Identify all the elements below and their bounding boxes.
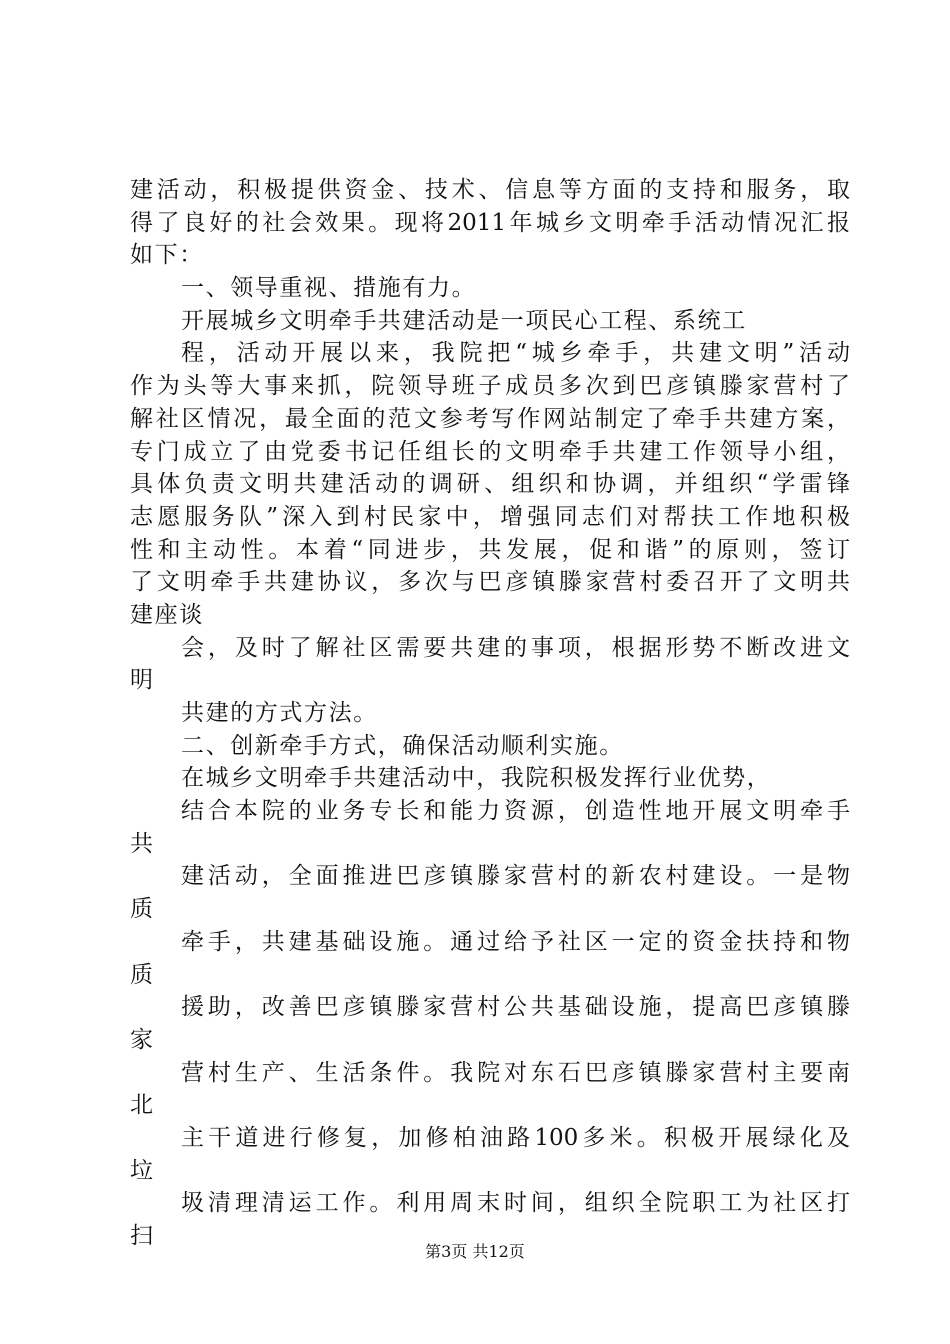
body-text-line: 建活动，积极提供资金、技术、信息等方面的支持和服务，取	[130, 177, 850, 203]
body-text-line: 援助，改善巴彦镇滕家营村公共基础设施，提高巴彦镇滕	[181, 994, 850, 1021]
body-text-line: 质	[130, 896, 155, 923]
body-text-line: 得了良好的社会效果。现将2011年城乡文明牵手活动情况汇报	[130, 209, 850, 236]
body-text-line: 明	[130, 667, 155, 694]
body-text-line: 性和主动性。本着“同进步，共发展，促和谐”的原则，签订	[130, 536, 850, 563]
body-text-line: 专门成立了由党委书记任组长的文明牵手共建工作领导小组，	[130, 438, 850, 465]
body-text-line: 在城乡文明牵手共建活动中，我院积极发挥行业优势，	[181, 765, 772, 792]
body-text-line: 营村生产、生活条件。我院对东石巴彦镇滕家营村主要南	[181, 1059, 850, 1086]
document-body	[130, 174, 850, 1253]
body-text-line: 家	[130, 1026, 155, 1053]
body-text-line: 扫	[130, 1223, 155, 1249]
body-text-line: 结合本院的业务专长和能力资源，创造性地开展文明牵手	[181, 798, 850, 825]
body-text-line: 会，及时了解社区需要共建的事项，根据形势不断改进文	[181, 634, 850, 661]
page-footer: 第3页 共12页	[425, 1242, 525, 1261]
body-text-line: 牵手，共建基础设施。通过给予社区一定的资金扶持和物	[181, 928, 850, 955]
body-text-line: 一、领导重视、措施有力。	[181, 275, 477, 302]
body-text-line: 具体负责文明共建活动的调研、组织和协调，并组织“学雷锋	[130, 471, 850, 498]
body-text-line: 共	[130, 830, 155, 857]
body-text-line: 主干道进行修复，加修柏油路100多米。积极开展绿化及	[181, 1124, 850, 1151]
body-text-line: 如下：	[130, 242, 204, 269]
body-text-line: 质	[130, 961, 155, 988]
body-text-line: 共建的方式方法。	[181, 700, 378, 726]
body-text-line: 作为头等大事来抓，院领导班子成员多次到巴彦镇滕家营村了	[130, 373, 850, 400]
body-text-line: 建活动，全面推进巴彦镇滕家营村的新农村建设。一是物	[181, 863, 850, 890]
body-text-line: 志愿服务队”深入到村民家中，增强同志们对帮扶工作地积极	[130, 503, 850, 530]
body-text-line: 程，活动开展以来，我院把“城乡牵手，共建文明”活动	[181, 340, 850, 367]
body-text-line: 北	[130, 1092, 155, 1119]
body-text-line: 解社区情况，最全面的范文参考写作网站制定了牵手共建方案，	[130, 405, 850, 432]
body-text-line: 开展城乡文明牵手共建活动是一项民心工程、系统工	[181, 307, 747, 334]
body-text-line: 建座谈	[130, 601, 204, 628]
body-text-line: 圾清理清运工作。利用周末时间，组织全院职工为社区打	[181, 1190, 850, 1217]
body-text-line: 垃	[130, 1157, 155, 1184]
body-text-line: 二、创新牵手方式，确保活动顺利实施。	[181, 732, 624, 759]
body-text-line: 了文明牵手共建协议，多次与巴彦镇滕家营村委召开了文明共	[130, 569, 850, 596]
